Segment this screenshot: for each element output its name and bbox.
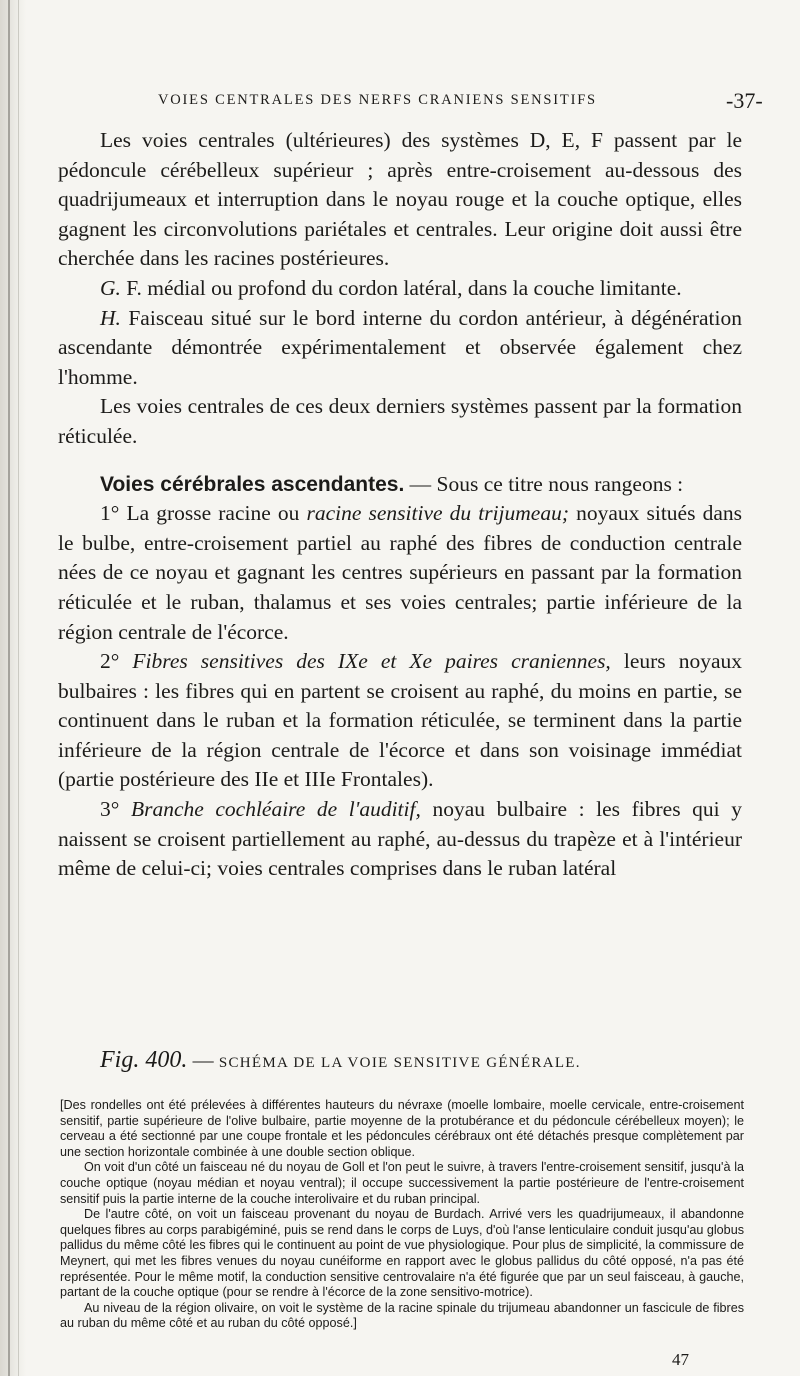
figure-caption	[100, 1047, 740, 1074]
item1-italic: racine sensitive du trijumeau;	[306, 501, 569, 526]
figure-label: Fig. 400.	[100, 1047, 188, 1073]
figure-title: SCHÉMA DE LA VOIE SENSITIVE GÉNÉRALE.	[218, 1055, 581, 1071]
page-header	[158, 88, 763, 114]
paragraph-g-text: F. médial ou profond du cordon latéral, dans la couche limitante.	[126, 275, 682, 300]
caption-notes	[60, 1098, 744, 1332]
note-paragraph-2: On voit d'un côté un faisceau né du noyau de Goll et l'on peut le suivre, à travers l'entre-croisement sensitif, jusqu'à la couche optique (noyau médian et noyau ventral); il occupe successivement la partie postérieure de l'entre-croisement sensitif puis la partie interne de la couche interolivaire et du ruban principal.	[60, 1160, 744, 1206]
label-h: H.	[100, 305, 121, 330]
section-intro	[58, 470, 742, 500]
item1-end: noyaux situés dans le bulbe, entre-croisement partiel au raphé des fibres de conduction centrale nées de ce noyau et gagnant les centres supérieurs en passant par la formation réticulée et le ruban, thalamus et ses voies centrales; partie inférieure de la région centrale de l'écorce.	[58, 501, 742, 644]
paragraph-central-pathways: Les voies centrales (ultérieures) des systèmes D, E, F passent par le pédoncule cérébelleux supérieur ; après entre-croisement au-dessous des quadrijumeaux et interruption dans le noyau rouge et la couche optique, elles gagnent les circonvolutions pariétales et centrales. Leur origine doit aussi être cherchée dans les racines postérieures.	[58, 128, 742, 271]
list-item-3	[58, 795, 742, 884]
paragraph-g	[58, 274, 742, 304]
item2-start: 2°	[100, 649, 133, 674]
binding-edge-line	[8, 0, 10, 1376]
binding-edge	[0, 0, 26, 1376]
item3-end: noyau bulbaire : les fibres qui y naissent se croisent partiellement au raphé, au-dessus du trapèze et à l'intérieur même de celui-ci; voies centrales comprises dans le ruban latéral	[58, 797, 742, 881]
figure-dash: —	[187, 1048, 219, 1072]
signature-mark: 47	[672, 1350, 689, 1369]
label-g: G.	[100, 275, 121, 300]
paragraph-h	[58, 304, 742, 393]
list-item-1	[58, 499, 742, 647]
paragraph-h-text: Faisceau situé sur le bord interne du cordon antérieur, à dégénération ascendante démontrée expérimentalement et observée également chez l'homme.	[58, 305, 743, 389]
note-paragraph-1: [Des rondelles ont été prélevées à différentes hauteurs du névraxe (moelle lombaire, moelle cervicale, entre-croisement sensitif, partie supérieure de l'olive bulbaire, partie moyenne de la protubérance et du pédoncule cérébelleux moyen); le cerveau a été sectionné par une coupe frontale et les pédoncules cérébraux ont été détachés presque complètement par une section horizontale combinée à une double section oblique.	[60, 1098, 744, 1159]
main-text	[58, 126, 742, 884]
section-intro-text: — Sous ce titre nous rangeons :	[404, 471, 684, 496]
page-number: -37-	[726, 88, 763, 113]
binding-edge-line-inner	[18, 0, 19, 1376]
section-heading: Voies cérébrales ascendantes.	[100, 472, 405, 496]
note-paragraph-4: Au niveau de la région olivaire, on voit le système de la racine spinale du trijumeau abandonner un fascicule de fibres au ruban du même côté et au ruban du côté opposé.]	[60, 1300, 744, 1331]
item1-start: 1° La grosse racine ou	[100, 501, 307, 526]
note-paragraph-3: De l'autre côté, on voit un faisceau provenant du noyau de Burdach. Arrivé vers les quadrijumeaux, il abandonne quelques fibres au corps parabigéminé, puis se rend dans le corps de Luys, d'où l'anse lenticulaire conduit jusqu'au globus pallidus du même côté les fibres qui le continuent au point de vue physiologique. Pour plus de simplicité, la commissure de Meynert, qui met les fibres venues du noyau cunéiforme en rapport avec le globus pallidus du côté opposé, n'a pas été représentée. Pour le même motif, la conduction sensitive centrovalaire n'a été figurée que par un seul faisceau, à gauche, partant de la couche optique (pour se rendre à l'écorce de la zone sensitivo-motrice).	[60, 1207, 744, 1300]
paragraph-reticular: Les voies centrales de ces deux derniers systèmes passent par la formation réticulée.	[58, 394, 742, 448]
item3-start: 3°	[100, 797, 131, 822]
item3-italic: Branche cochléaire de l'auditif,	[130, 797, 421, 822]
item2-italic: Fibres sensitives des IXe et Xe paires craniennes,	[132, 649, 611, 674]
running-title: VOIES CENTRALES DES NERFS CRANIENS SENSITIFS	[158, 92, 597, 108]
list-item-2	[58, 647, 742, 795]
item2-end: leurs noyaux bulbaires : les fibres qui en partent se croisent au raphé, du moins en partie, se continuent dans le ruban et la formation réticulée, se terminent dans la partie inférieure de la région centrale de l'écorce et dans son voisinage immédiat (partie postérieure des IIe et IIIe Frontales).	[58, 649, 742, 792]
